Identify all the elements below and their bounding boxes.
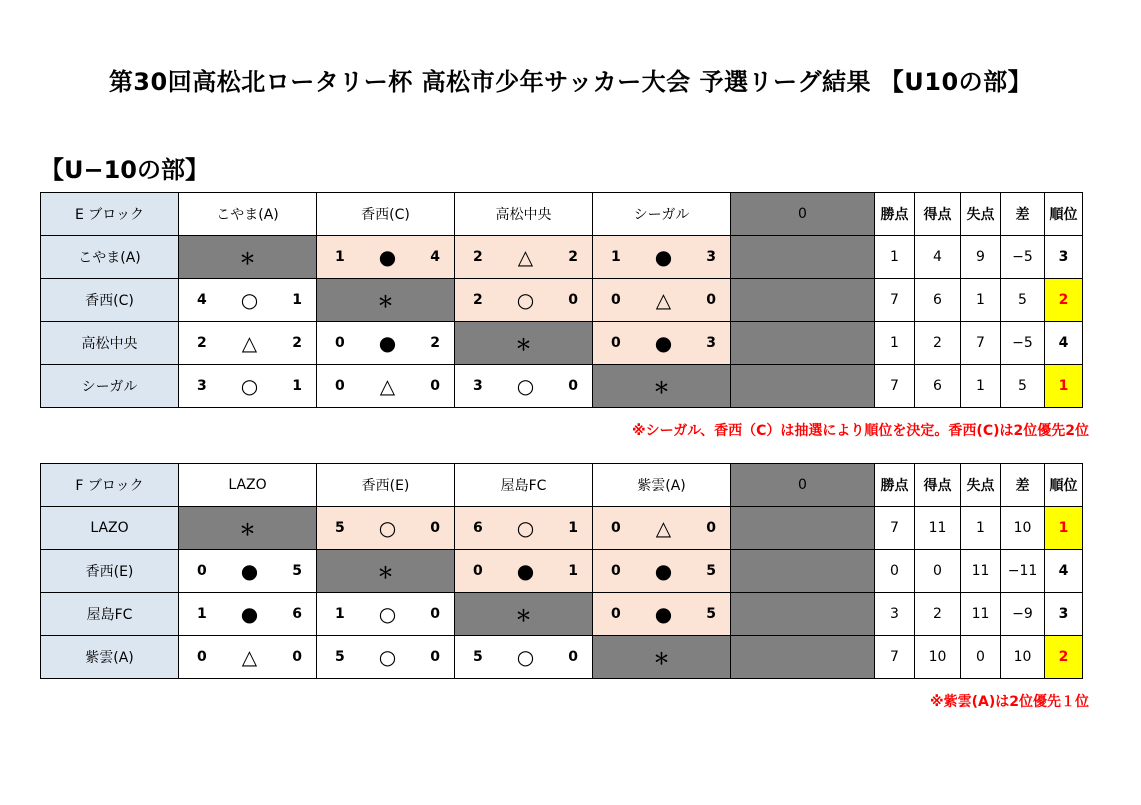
stat-value: 2 xyxy=(915,322,961,365)
result-mark-icon: ● xyxy=(654,602,673,626)
stat-header: 得点 xyxy=(915,464,961,507)
stat-value: 10 xyxy=(915,636,961,679)
score-against: 0 xyxy=(430,520,440,536)
header-row xyxy=(41,464,1083,507)
score-against: 3 xyxy=(706,335,716,351)
score-for: 2 xyxy=(197,335,207,351)
match-result xyxy=(455,247,592,267)
score-for: 3 xyxy=(473,378,483,394)
result-mark-icon: ○ xyxy=(516,645,535,669)
result-mark-icon: ● xyxy=(378,331,397,355)
score-against: 4 xyxy=(430,249,440,265)
score-against: 0 xyxy=(430,378,440,394)
rank-value: 2 xyxy=(1045,279,1083,322)
stat-value: −9 xyxy=(1001,593,1045,636)
column-team-header: こやま(A) xyxy=(179,193,317,236)
extra-column-cell xyxy=(731,507,875,550)
stat-header: 得点 xyxy=(915,193,961,236)
match-result-cell xyxy=(593,279,731,322)
asterisk-mark: ＊ xyxy=(239,519,256,539)
stat-value: 9 xyxy=(961,236,1001,279)
rank-value: 1 xyxy=(1045,507,1083,550)
asterisk-mark: ＊ xyxy=(515,605,532,625)
match-result xyxy=(455,290,592,310)
table-row xyxy=(41,507,1083,550)
score-against: 5 xyxy=(706,606,716,622)
score-against: 0 xyxy=(568,292,578,308)
score-against: 6 xyxy=(292,606,302,622)
stat-header: 順位 xyxy=(1045,193,1083,236)
stat-value: 1 xyxy=(875,236,915,279)
row-team-name: 屋島FC xyxy=(41,593,179,636)
stat-value: 10 xyxy=(1001,636,1045,679)
stat-value: −5 xyxy=(1001,236,1045,279)
stat-value: 11 xyxy=(915,507,961,550)
match-result-cell xyxy=(593,550,731,593)
match-result-cell xyxy=(317,322,455,365)
stat-value: 5 xyxy=(1001,279,1045,322)
match-result xyxy=(593,247,730,267)
result-mark-icon: ● xyxy=(240,602,259,626)
stat-header: 順位 xyxy=(1045,464,1083,507)
score-for: 0 xyxy=(611,563,621,579)
result-mark-icon: ○ xyxy=(378,516,397,540)
match-result xyxy=(593,561,730,581)
match-result xyxy=(455,561,592,581)
result-mark-icon: △ xyxy=(241,331,258,355)
row-team-name: 高松中央 xyxy=(41,322,179,365)
stat-value: 2 xyxy=(915,593,961,636)
match-result xyxy=(179,376,316,396)
match-result xyxy=(317,376,454,396)
table-row xyxy=(41,236,1083,279)
match-result-cell xyxy=(593,322,731,365)
rank-value: 3 xyxy=(1045,593,1083,636)
asterisk-mark: ＊ xyxy=(515,334,532,354)
league-table xyxy=(40,192,1083,408)
match-result-cell xyxy=(455,236,593,279)
column-team-header: 屋島FC xyxy=(455,464,593,507)
score-against: 1 xyxy=(292,378,302,394)
match-result xyxy=(179,647,316,667)
score-for: 0 xyxy=(611,335,621,351)
stat-value: 6 xyxy=(915,279,961,322)
column-team-header: 香西(C) xyxy=(317,193,455,236)
match-result xyxy=(593,518,730,538)
match-result-cell xyxy=(593,507,731,550)
league-table xyxy=(40,463,1083,679)
match-result xyxy=(455,518,592,538)
table-row xyxy=(41,593,1083,636)
match-result-cell xyxy=(179,279,317,322)
match-result-cell xyxy=(455,550,593,593)
asterisk-mark: ＊ xyxy=(239,248,256,268)
extra-column-header: 0 xyxy=(731,193,875,236)
score-against: 2 xyxy=(292,335,302,351)
score-against: 1 xyxy=(568,520,578,536)
score-against: 3 xyxy=(706,249,716,265)
block-label: F ブロック xyxy=(41,464,179,507)
extra-column-cell xyxy=(731,279,875,322)
match-result-cell xyxy=(317,365,455,408)
extra-column-cell xyxy=(731,236,875,279)
row-team-name: 紫雲(A) xyxy=(41,636,179,679)
match-result xyxy=(317,333,454,353)
row-team-name: シーガル xyxy=(41,365,179,408)
score-for: 0 xyxy=(611,520,621,536)
block-note: ※紫雲(A)は2位優先１位 xyxy=(930,694,1089,710)
score-for: 1 xyxy=(611,249,621,265)
block-label: E ブロック xyxy=(41,193,179,236)
stat-value: 7 xyxy=(961,322,1001,365)
result-mark-icon: ● xyxy=(654,331,673,355)
score-for: 0 xyxy=(197,649,207,665)
self-match-cell xyxy=(455,322,593,365)
score-for: 0 xyxy=(611,606,621,622)
stat-value: −5 xyxy=(1001,322,1045,365)
extra-column-cell xyxy=(731,365,875,408)
stat-value: 0 xyxy=(875,550,915,593)
column-team-header: シーガル xyxy=(593,193,731,236)
match-result xyxy=(179,290,316,310)
score-against: 0 xyxy=(430,606,440,622)
match-result-cell xyxy=(455,365,593,408)
asterisk-mark: ＊ xyxy=(653,377,670,397)
extra-column-cell xyxy=(731,593,875,636)
result-mark-icon: △ xyxy=(655,516,672,540)
score-against: 5 xyxy=(292,563,302,579)
column-team-header: LAZO xyxy=(179,464,317,507)
extra-column-cell xyxy=(731,550,875,593)
result-mark-icon: ○ xyxy=(240,374,259,398)
stat-value: 3 xyxy=(875,593,915,636)
table-row xyxy=(41,636,1083,679)
score-for: 0 xyxy=(611,292,621,308)
score-for: 5 xyxy=(473,649,483,665)
row-team-name: 香西(C) xyxy=(41,279,179,322)
match-result xyxy=(179,333,316,353)
stat-header: 勝点 xyxy=(875,193,915,236)
match-result xyxy=(455,647,592,667)
score-against: 5 xyxy=(706,563,716,579)
result-mark-icon: △ xyxy=(241,645,258,669)
match-result xyxy=(593,604,730,624)
result-mark-icon: ● xyxy=(516,559,535,583)
stat-header: 差 xyxy=(1001,193,1045,236)
match-result xyxy=(317,518,454,538)
score-against: 0 xyxy=(568,378,578,394)
match-result xyxy=(593,290,730,310)
row-team-name: LAZO xyxy=(41,507,179,550)
stat-value: 1 xyxy=(961,279,1001,322)
stat-value: 1 xyxy=(961,507,1001,550)
extra-column-header: 0 xyxy=(731,464,875,507)
self-match-cell xyxy=(317,279,455,322)
score-against: 2 xyxy=(568,249,578,265)
result-mark-icon: ○ xyxy=(378,602,397,626)
match-result xyxy=(317,247,454,267)
self-match-cell xyxy=(593,636,731,679)
match-result xyxy=(455,376,592,396)
stat-value: 6 xyxy=(915,365,961,408)
result-mark-icon: ○ xyxy=(516,374,535,398)
match-result-cell xyxy=(179,636,317,679)
match-result-cell xyxy=(179,550,317,593)
rank-value: 1 xyxy=(1045,365,1083,408)
header-row xyxy=(41,193,1083,236)
score-against: 1 xyxy=(568,563,578,579)
match-result xyxy=(179,604,316,624)
stat-value: 7 xyxy=(875,636,915,679)
result-mark-icon: ● xyxy=(654,245,673,269)
score-for: 1 xyxy=(197,606,207,622)
page-title: 第30回高松北ロータリー杯 高松市少年サッカー大会 予選リーグ結果 【U10の部】 xyxy=(108,68,1033,96)
score-against: 0 xyxy=(292,649,302,665)
stat-value: 1 xyxy=(875,322,915,365)
match-result-cell xyxy=(317,636,455,679)
score-for: 3 xyxy=(197,378,207,394)
stat-value: −11 xyxy=(1001,550,1045,593)
score-against: 2 xyxy=(430,335,440,351)
result-mark-icon: △ xyxy=(517,245,534,269)
result-mark-icon: ● xyxy=(654,559,673,583)
score-for: 2 xyxy=(473,292,483,308)
stat-value: 11 xyxy=(961,550,1001,593)
match-result xyxy=(317,647,454,667)
table-row xyxy=(41,279,1083,322)
result-mark-icon: ○ xyxy=(516,516,535,540)
result-mark-icon: △ xyxy=(379,374,396,398)
result-mark-icon: ○ xyxy=(516,288,535,312)
rank-value: 4 xyxy=(1045,550,1083,593)
match-result-cell xyxy=(179,322,317,365)
match-result-cell xyxy=(593,236,731,279)
stat-value: 10 xyxy=(1001,507,1045,550)
self-match-cell xyxy=(593,365,731,408)
row-team-name: 香西(E) xyxy=(41,550,179,593)
match-result-cell xyxy=(593,593,731,636)
stat-header: 失点 xyxy=(961,464,1001,507)
match-result-cell xyxy=(317,236,455,279)
stat-value: 7 xyxy=(875,279,915,322)
score-against: 0 xyxy=(430,649,440,665)
match-result-cell xyxy=(179,365,317,408)
self-match-cell xyxy=(179,236,317,279)
score-against: 0 xyxy=(568,649,578,665)
stat-header: 差 xyxy=(1001,464,1045,507)
match-result xyxy=(179,561,316,581)
table-row xyxy=(41,322,1083,365)
match-result-cell xyxy=(179,593,317,636)
result-mark-icon: ○ xyxy=(378,645,397,669)
result-mark-icon: ● xyxy=(378,245,397,269)
score-for: 4 xyxy=(197,292,207,308)
score-against: 0 xyxy=(706,292,716,308)
score-for: 0 xyxy=(473,563,483,579)
match-result-cell xyxy=(455,279,593,322)
match-result xyxy=(593,333,730,353)
score-for: 0 xyxy=(335,378,345,394)
self-match-cell xyxy=(179,507,317,550)
stat-value: 0 xyxy=(961,636,1001,679)
block-note: ※シーガル、香西（C）は抽選により順位を決定。香西(C)は2位優先2位 xyxy=(631,423,1089,439)
self-match-cell xyxy=(317,550,455,593)
stat-value: 11 xyxy=(961,593,1001,636)
stat-header: 勝点 xyxy=(875,464,915,507)
column-team-header: 紫雲(A) xyxy=(593,464,731,507)
column-team-header: 高松中央 xyxy=(455,193,593,236)
stat-value: 0 xyxy=(915,550,961,593)
score-for: 0 xyxy=(335,335,345,351)
rank-value: 4 xyxy=(1045,322,1083,365)
stat-header: 失点 xyxy=(961,193,1001,236)
score-against: 0 xyxy=(706,520,716,536)
stat-value: 5 xyxy=(1001,365,1045,408)
match-result-cell xyxy=(455,507,593,550)
result-mark-icon: △ xyxy=(655,288,672,312)
rank-value: 2 xyxy=(1045,636,1083,679)
self-match-cell xyxy=(455,593,593,636)
score-for: 5 xyxy=(335,649,345,665)
match-result xyxy=(317,604,454,624)
asterisk-mark: ＊ xyxy=(377,562,394,582)
stat-value: 7 xyxy=(875,507,915,550)
asterisk-mark: ＊ xyxy=(377,291,394,311)
stat-value: 4 xyxy=(915,236,961,279)
score-for: 2 xyxy=(473,249,483,265)
match-result-cell xyxy=(317,593,455,636)
stat-value: 7 xyxy=(875,365,915,408)
score-for: 5 xyxy=(335,520,345,536)
asterisk-mark: ＊ xyxy=(653,648,670,668)
result-mark-icon: ○ xyxy=(240,288,259,312)
result-mark-icon: ● xyxy=(240,559,259,583)
score-for: 1 xyxy=(335,249,345,265)
table-row xyxy=(41,365,1083,408)
score-for: 1 xyxy=(335,606,345,622)
match-result-cell xyxy=(455,636,593,679)
extra-column-cell xyxy=(731,322,875,365)
stat-value: 1 xyxy=(961,365,1001,408)
column-team-header: 香西(E) xyxy=(317,464,455,507)
score-against: 1 xyxy=(292,292,302,308)
extra-column-cell xyxy=(731,636,875,679)
rank-value: 3 xyxy=(1045,236,1083,279)
match-result-cell xyxy=(317,507,455,550)
score-for: 6 xyxy=(473,520,483,536)
table-row xyxy=(41,550,1083,593)
score-for: 0 xyxy=(197,563,207,579)
section-heading: 【U−10の部】 xyxy=(40,156,209,184)
row-team-name: こやま(A) xyxy=(41,236,179,279)
